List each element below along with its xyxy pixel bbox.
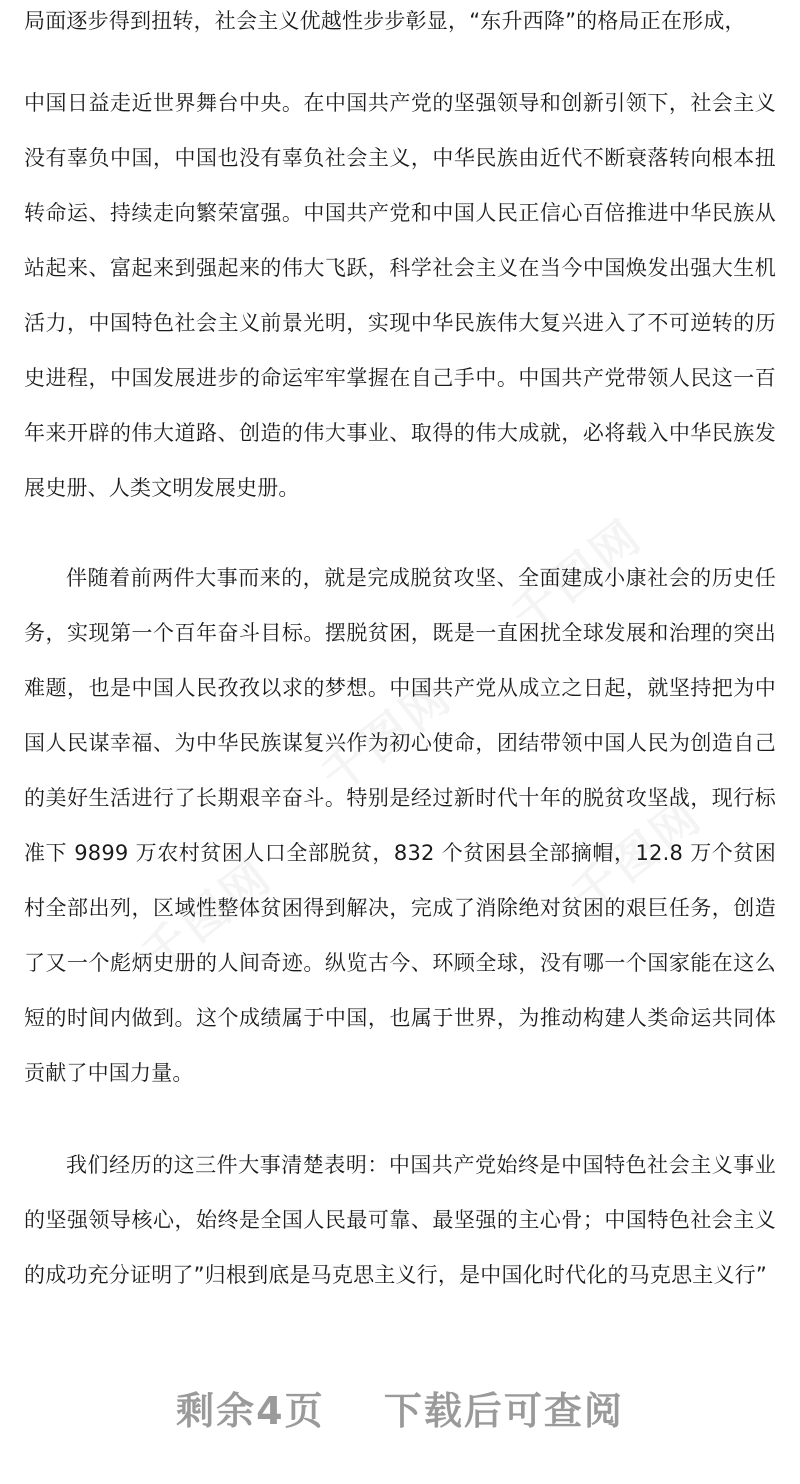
watermark: 千图网 — [561, 787, 713, 923]
paragraph-continued: 局面逐步得到扭转，社会主义优越性步步彰显，“东升西降”的格局正在形成， — [24, 9, 746, 33]
watermark: 千图网 — [501, 507, 653, 643]
paragraph: 我们经历的这三件大事清楚表明：中国共产党始终是中国特色社会主义事业的坚强领导核心，始终是全国人民最可靠、最坚强的主心骨；中国特色社会主义的成功充分证明了”归根到底是马克思主义行，是中国化时代化的马克思主义行” — [24, 1153, 776, 1287]
watermark: 千图网 — [311, 667, 463, 803]
download-hint-label: 下载后可查阅 — [383, 1389, 624, 1433]
download-prompt[interactable] — [0, 1380, 800, 1435]
remaining-pages-label: 剩余4页 — [176, 1389, 325, 1433]
paragraph: 中国日益走近世界舞台中央。在中国共产党的坚强领导和创新引领下，社会主义没有辜负中国，中国也没有辜负社会主义，中华民族由近代不断衰落转向根本扭转命运、持续走向繁荣富强。中国共产党和中国人民正信心百倍推进中华民族从站起来、富起来到强起来的伟大飞跃，科学社会主义在当今中国焕发出强大生机活力，中国特色社会主义前景光明，实现中华民族伟大复兴进入了不可逆转的历史进程，中国发展进步的命运牢牢掌握在自己手中。中国共产党带领人民这一百年来开辟的伟大道路、创造的伟大事业、取得的伟大成就，必将载入中华民族发展史册、人类文明发展史册。 — [24, 91, 776, 500]
paragraph: 伴随着前两件大事而来的，就是完成脱贫攻坚、全面建成小康社会的历史任务，实现第一个百年奋斗目标。摆脱贫困，既是一直困扰全球发展和治理的突出难题，也是中国人民孜孜以求的梦想。中国共产党从成立之日起，就坚持把为中国人民谋幸福、为中华民族谋复兴作为初心使命，团结带领中国人民为创造自己的美好生活进行了长期艰辛奋斗。特别是经过新时代十年的脱贫攻坚战，现行标准下 9899 万农村贫困人口全部脱贫，832 个贫困县全部摘帽，12.8 万个贫困村全部出列，区域性整体贫困得到解决，完成了消除绝对贫困的艰巨任务，创造了又一个彪炳史册的人间奇迹。纵览古今、环顾全球，没有哪一个国家能在这么短的时间内做到。这个成绩属于中国，也属于世界，为推动构建人类命运共同体贡献了中国力量。 — [24, 566, 776, 1085]
watermark: 千图网 — [131, 847, 283, 983]
